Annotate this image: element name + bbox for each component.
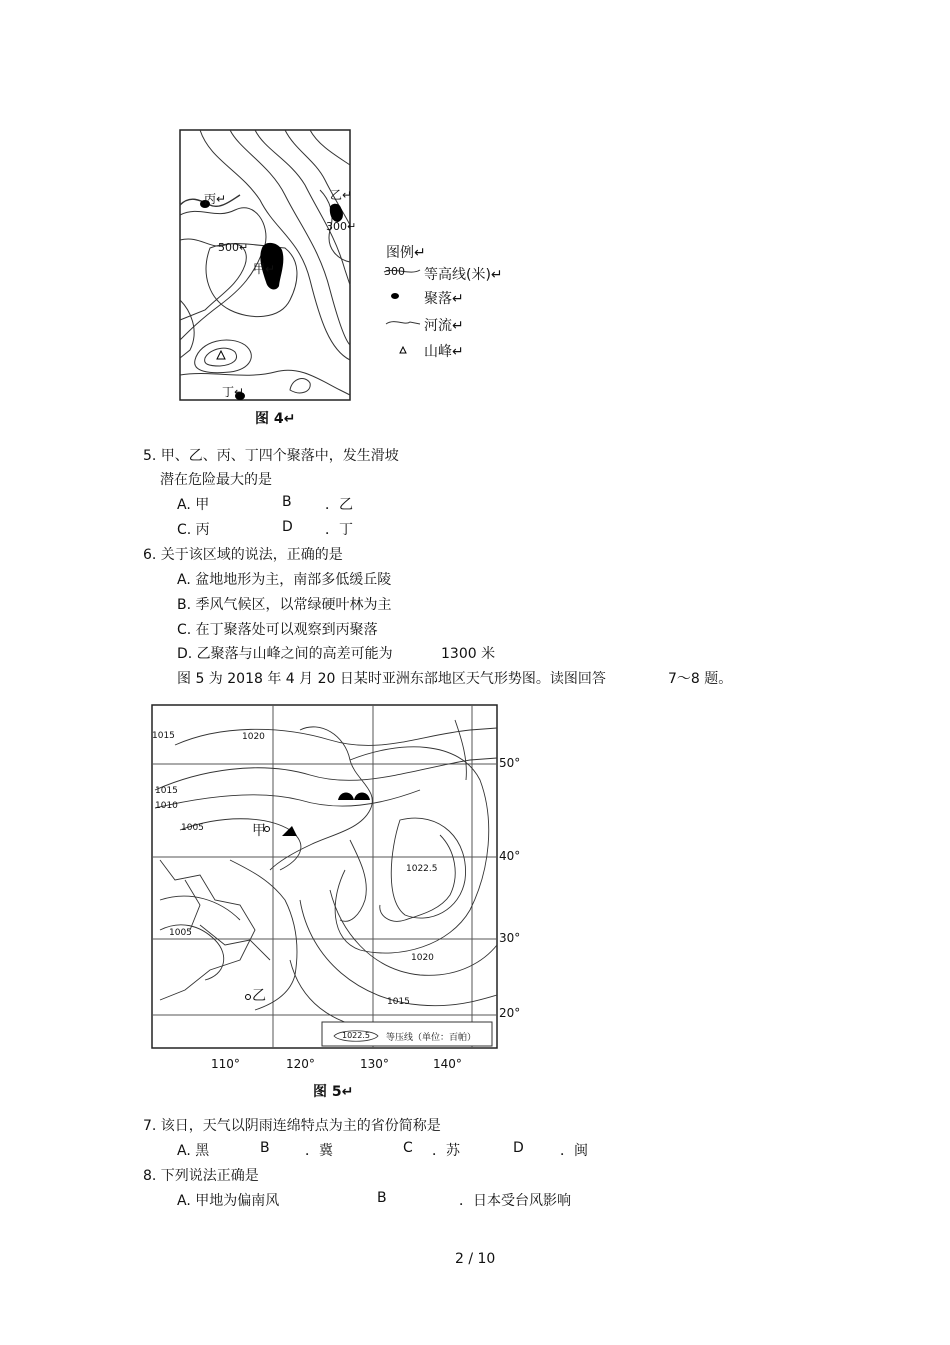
isobar-label-2: 1020: [242, 732, 265, 742]
q6-option-b: B. 季风气候区，以常绿硬叶林为主: [177, 597, 392, 613]
fig4-caption: 图 4↵: [255, 411, 296, 427]
fig5-legend-value: 1022.5: [342, 1031, 370, 1040]
lon-label-130: 130°: [360, 1057, 389, 1071]
q7-option-d-text: ．闽: [560, 1143, 588, 1159]
q8-stem: 8. 下列说法正确是: [143, 1168, 259, 1184]
lat-label-40: 40°: [499, 849, 521, 863]
fig5-legend-text: 等压线（单位：百帕）: [386, 1033, 477, 1043]
q6-option-d: D. 乙聚落与山峰之间的高差可能为: [177, 646, 393, 662]
q6-option-a: A. 盆地地形为主，南部多低缓丘陵: [177, 572, 392, 588]
lon-label-120: 120°: [286, 1057, 315, 1071]
q7-option-c-letter: C: [403, 1140, 413, 1156]
fig4-legend-peak: 山峰↵: [424, 344, 464, 360]
isobar-label-9: 1015: [387, 997, 410, 1007]
fig4-legend-river: 河流↵: [424, 318, 464, 334]
q7-option-b-letter: B: [260, 1140, 270, 1156]
fig5-label-yi: 乙: [252, 988, 266, 1004]
isobar-label-5: 1005: [181, 823, 204, 833]
fig5-intro-range: 7～8 题。: [668, 671, 733, 687]
q6-stem: 6. 关于该区域的说法，正确的是: [143, 547, 343, 563]
isobar-label-4: 1010: [155, 801, 178, 811]
q5-option-b-text: ．乙: [325, 497, 353, 513]
q5-option-d-text: ．丁: [325, 522, 353, 538]
q5-stem-line2: 潜在危险最大的是: [160, 472, 272, 488]
lat-label-20: 20°: [499, 1006, 521, 1020]
q6-option-c: C. 在丁聚落处可以观察到丙聚落: [177, 622, 378, 638]
lat-label-50: 50°: [499, 756, 521, 770]
fig4-label-bing: 丙↵: [204, 192, 227, 206]
fig4-contour-300: 300↵: [326, 220, 357, 233]
q8-option-b-text: ．日本受台风影响: [459, 1193, 571, 1209]
q7-option-a: A. 黑: [177, 1143, 210, 1159]
q5-option-b-letter: B: [282, 494, 292, 510]
fig5-label-jia: 甲: [252, 823, 266, 839]
q8-option-b-letter: B: [377, 1190, 387, 1206]
q7-option-c-text: ．苏: [432, 1143, 460, 1159]
lon-label-110: 110°: [211, 1057, 240, 1071]
q5-option-c: C. 丙: [177, 522, 210, 538]
q7-option-b-text: ．冀: [305, 1143, 333, 1159]
fig4-label-yi: 乙↵: [330, 188, 353, 202]
q7-stem: 7. 该日，天气以阴雨连绵特点为主的省份简称是: [143, 1118, 441, 1134]
fig4-label-ding: 丁↵: [222, 385, 245, 399]
fig4-contour-500: 500↵: [218, 241, 249, 254]
fig4-label-jia: 甲↵: [253, 262, 276, 276]
fig5-intro: 图 5 为 2018 年 4 月 20 日某时亚洲东部地区天气形势图。读图回答: [177, 671, 606, 687]
q5-stem-line1: 5. 甲、乙、丙、丁四个聚落中，发生滑坡: [143, 448, 399, 464]
isobar-label-3: 1015: [155, 786, 178, 796]
lat-label-30: 30°: [499, 931, 521, 945]
isobar-label-1: 1015: [152, 731, 175, 741]
page-number: 2 / 10: [455, 1251, 496, 1267]
isobar-label-8: 1020: [411, 953, 434, 963]
fig5-caption: 图 5↵: [313, 1084, 354, 1100]
isobar-label-7: 1005: [169, 928, 192, 938]
fig4-legend-title: 图例↵: [386, 245, 426, 261]
q6-option-d-value: 1300 米: [441, 646, 496, 662]
fig4-legend-settlement: 聚落↵: [424, 291, 464, 307]
q7-option-d-letter: D: [513, 1140, 524, 1156]
q5-option-a: A. 甲: [177, 497, 210, 513]
q5-option-d-letter: D: [282, 519, 293, 535]
fig4-legend-contour: 等高线(米)↵: [424, 267, 503, 283]
lon-label-140: 140°: [433, 1057, 462, 1071]
q8-option-a: A. 甲地为偏南风: [177, 1193, 280, 1209]
fig4-legend-contour-value: 300: [384, 265, 405, 278]
isobar-label-6: 1022.5: [406, 864, 438, 874]
